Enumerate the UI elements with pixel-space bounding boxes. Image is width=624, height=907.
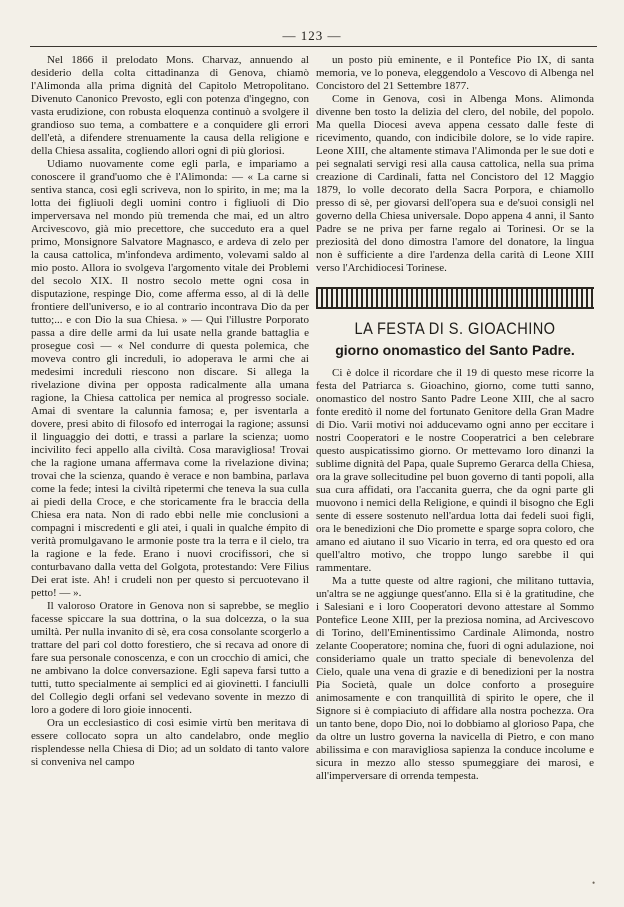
left-column xyxy=(31,54,309,769)
page-number: — 123 — xyxy=(282,28,342,43)
paragraph: Ci è dolce il ricordare che il 19 di questo mese ricorre la festa del Patriarca s. Gioachino, giorno, come tutti sanno, onomastico del nostro Santo Padre Leone XIII, che al sacro fonte ereditò il nome del fortunato Genitore della Gran Madre di Dio. Varii motivi noi adducevamo ogni anno per eccitare i nostri Cooperatori e le nostre Cooperatrici a ben celebrare questo auspicatissimo giorno. Or mettevamo loro dinanzi la sublime dignità del Papa, quale Supremo Gerarca della Chiesa, ora la grave sollecitudine pel buon governo di tanti popoli, alla sua cura affidati, ora l'accanita guerra, che da ogni parte gli muovono i nemici della Religione, e quindi il bisogno che Egli sente di essere sostenuto nell'ardua lotta dai fedeli suoi figli, ora le benedizioni che Dio promette e sparge sopra coloro, che amano ed aiutano il suo Vicario in terra, ed ora questo ed ora quell'altro motivo, che troppo lungo sarebbe il qui rammentare. xyxy=(316,367,594,574)
paragraph: Come in Genova, così in Albenga Mons. Alimonda divenne ben tosto la delizia del clero, del nobile, del popolo. Ma quella Diocesi aveva appena cessato dalle feste di ricevimento, quando, con indicibile dolore, se lo vide rapire. Leone XIII, che altamente stimava l'Alimonda per le sue doti e pei segnalati servigi resi alla causa cattolica, nella sua prima creazione di Cardinali, fatta nel Concistoro del 12 Maggio 1879, lo volle decorato della Sacra Porpora, e chiamollo presso di sè, per giovarsi dell'opera sua e de'suoi consigli nel governo della Chiesa universale. Dopo appena 4 anni, il Santo Padre se ne priva per farne regalo ai Torinesi. Or se la preziosità del dono dimostra l'amore del donatore, la lingua non è sufficiente a dire l'ardenza della carità di Leone XIII verso l'Archidiocesi Torinese. xyxy=(316,93,594,274)
section-subheading: giorno onomastico del Santo Padre. xyxy=(335,342,575,358)
paragraph: Nel 1866 il prelodato Mons. Charvaz, annuendo al desiderio della colta cittadinanza di Genova, chiamò l'Alimonda alla prima dignità del Capitolo Metropolitano. Divenuto Canonico Prevosto, egli con potenza d'ingegno, con vasta erudizione, con robusta eloquenza continuò a svolgere il grandioso suo tema, a combattere e a conquidere gli errori dell'età, a difendere strenuamente la causa della religione e della Chiesa assalita, cogliendo allori ogni dì più gloriosi. xyxy=(31,54,309,157)
footer-mark: • xyxy=(592,878,596,888)
paragraph: un posto più eminente, e il Pontefice Pio IX, di santa memoria, ve lo poneva, eleggendolo a Vescovo di Albenga nel Concistoro del 21 Settembre 1877. xyxy=(316,54,594,92)
paragraph: Ma a tutte queste od altre ragioni, che militano tuttavia, un'altra se ne aggiunge quest'anno. Ella si è la gratitudine, che i Salesiani e i loro Cooperatori devono attestare al Sommo Pontefice Leone XIII, per la preziosa nomina, ad Arcivescovo di Torino, dell'Eminentissimo Cardinale Alimonda, nostro zelante Cooperatore; nomina che, fuori di ogni adulazione, noi consideriamo quale un tratto speciale di benevolenza del Cielo, quale una vena di grazie e di benedizioni per la nostra Pia Società, quale un dolce conforto a proseguire animosamente e con tranquillità di spirito le opere, che il Signore si è compiaciuto di affidare alla nostra pochezza. Ora un tanto bene, dopo Dio, noi lo dobbiamo al glorioso Papa, che da oltre un lustro governa la navicella di Pietro, e con mano abilissima e con maravigliosa sapienza la conduce incolume e sicura in mezzo allo stesso spumeggiare dei marosi, e all'imperversare di orrenda tempesta. xyxy=(316,575,595,782)
right-column xyxy=(316,54,594,783)
paragraph: Il valoroso Oratore in Genova non si saprebbe, se meglio facesse spiccare la sua dottrina, o la sua dolcezza, o la sua umiltà. Per nulla invanito di sè, era cosa consolante scorgerlo a trattare del pari col dotto forestiero, che si recava ad onore di fare sua personale conoscenza, e con un crocchio di amici, che ne ambivano la dolce conversazione. Egli sapeva farsi tutto a tutti, tutto specialmente ai semplici ed ai giovinetti. I fanciulli del Collegio degli orfani sel vedevano sovente in mezzo di loro a godere di loro gioie innocenti. xyxy=(31,600,309,716)
paragraph: Udiamo nuovamente come egli parla, e impariamo a conoscere il grand'uomo che è l'Alimonda: — « La carne si sentiva stanca, così egli scriveva, non lo spirito, in me; ma la lotta dei figliuoli degli uomini contro i figliuoli di Dio imperversava nel mondo più tremenda che mai, ed un altro Arcivescovo, già mio precettore, che succeduto era a quel primo, Monsignore Salvatore Magnasco, e ardeva di zelo per la causa cattolica, m'infondeva ardimento, volevami saldo al mio posto. Allora io svolgeva l'argomento vitale dei Problemi del secolo XIX. Il nostro secolo mette ogni cosa in disputazione, respinge Dio, come afferma esso, al di là delle frontiere dell'universo, e io al contrario incontrava Dio da per tutto;... e con Dio la sua Chiesa. » — Qui l'illustre Porporato passa a dire delle armi da lui usate nella grande battaglia e prosegue così — « Nel condurre di questa polemica, che moveva contro gli increduli, io adoperava le armi che ai medesimi increduli riescono non discare. Si allega la rivelazione divina per opposta radicalmente alla umana ragione, la Chiesa cattolica per nemica al progresso sociale. Amai di sventare la calunnia famosa; e, per isventarla a dovere, presi abito di filosofo ed interrogai la ragione; assunsi il linguaggio dei dotti, e trassi a parlare la scienza; uomo incivilito feci appello alla civiltà. Cosa maravigliosa! Trovai che la ragione umana affermava come la rivelazione divina; trovai che la scienza, quando è verace e non bambina, parlava come la fede; intesi la civiltà ripetermi che teneva la sua culla ai piedi della Croce, e che storicamente fra le braccia della Chiesa era nata. Non di rado ebbi nelle mie conclusioni a compagni i miscredenti e gli atei, i quali in qualche émpito di verità promulgavano le armonie poste tra la terra e il cielo, tra la ragione e la fede. Erano i nuovi crocifissori, che si conturbavano dalla vetta del Golgota, protestando: Vere Filius Dei erat iste. Ah! i crudeli non per questo si percuotevano il petto! — ». xyxy=(31,158,309,599)
paragraph: Ora un ecclesiastico di così esimie virtù ben meritava di essere collocato sopra un alto candelabro, onde meglio risplendesse nella Chiesa di Dio; ad un soldato di tanto valore si conveniva nel campo xyxy=(31,717,309,768)
section-heading: LA FESTA DI S. GIOACHINO xyxy=(354,319,556,338)
decorative-border xyxy=(316,287,594,309)
header-rule xyxy=(30,46,597,47)
